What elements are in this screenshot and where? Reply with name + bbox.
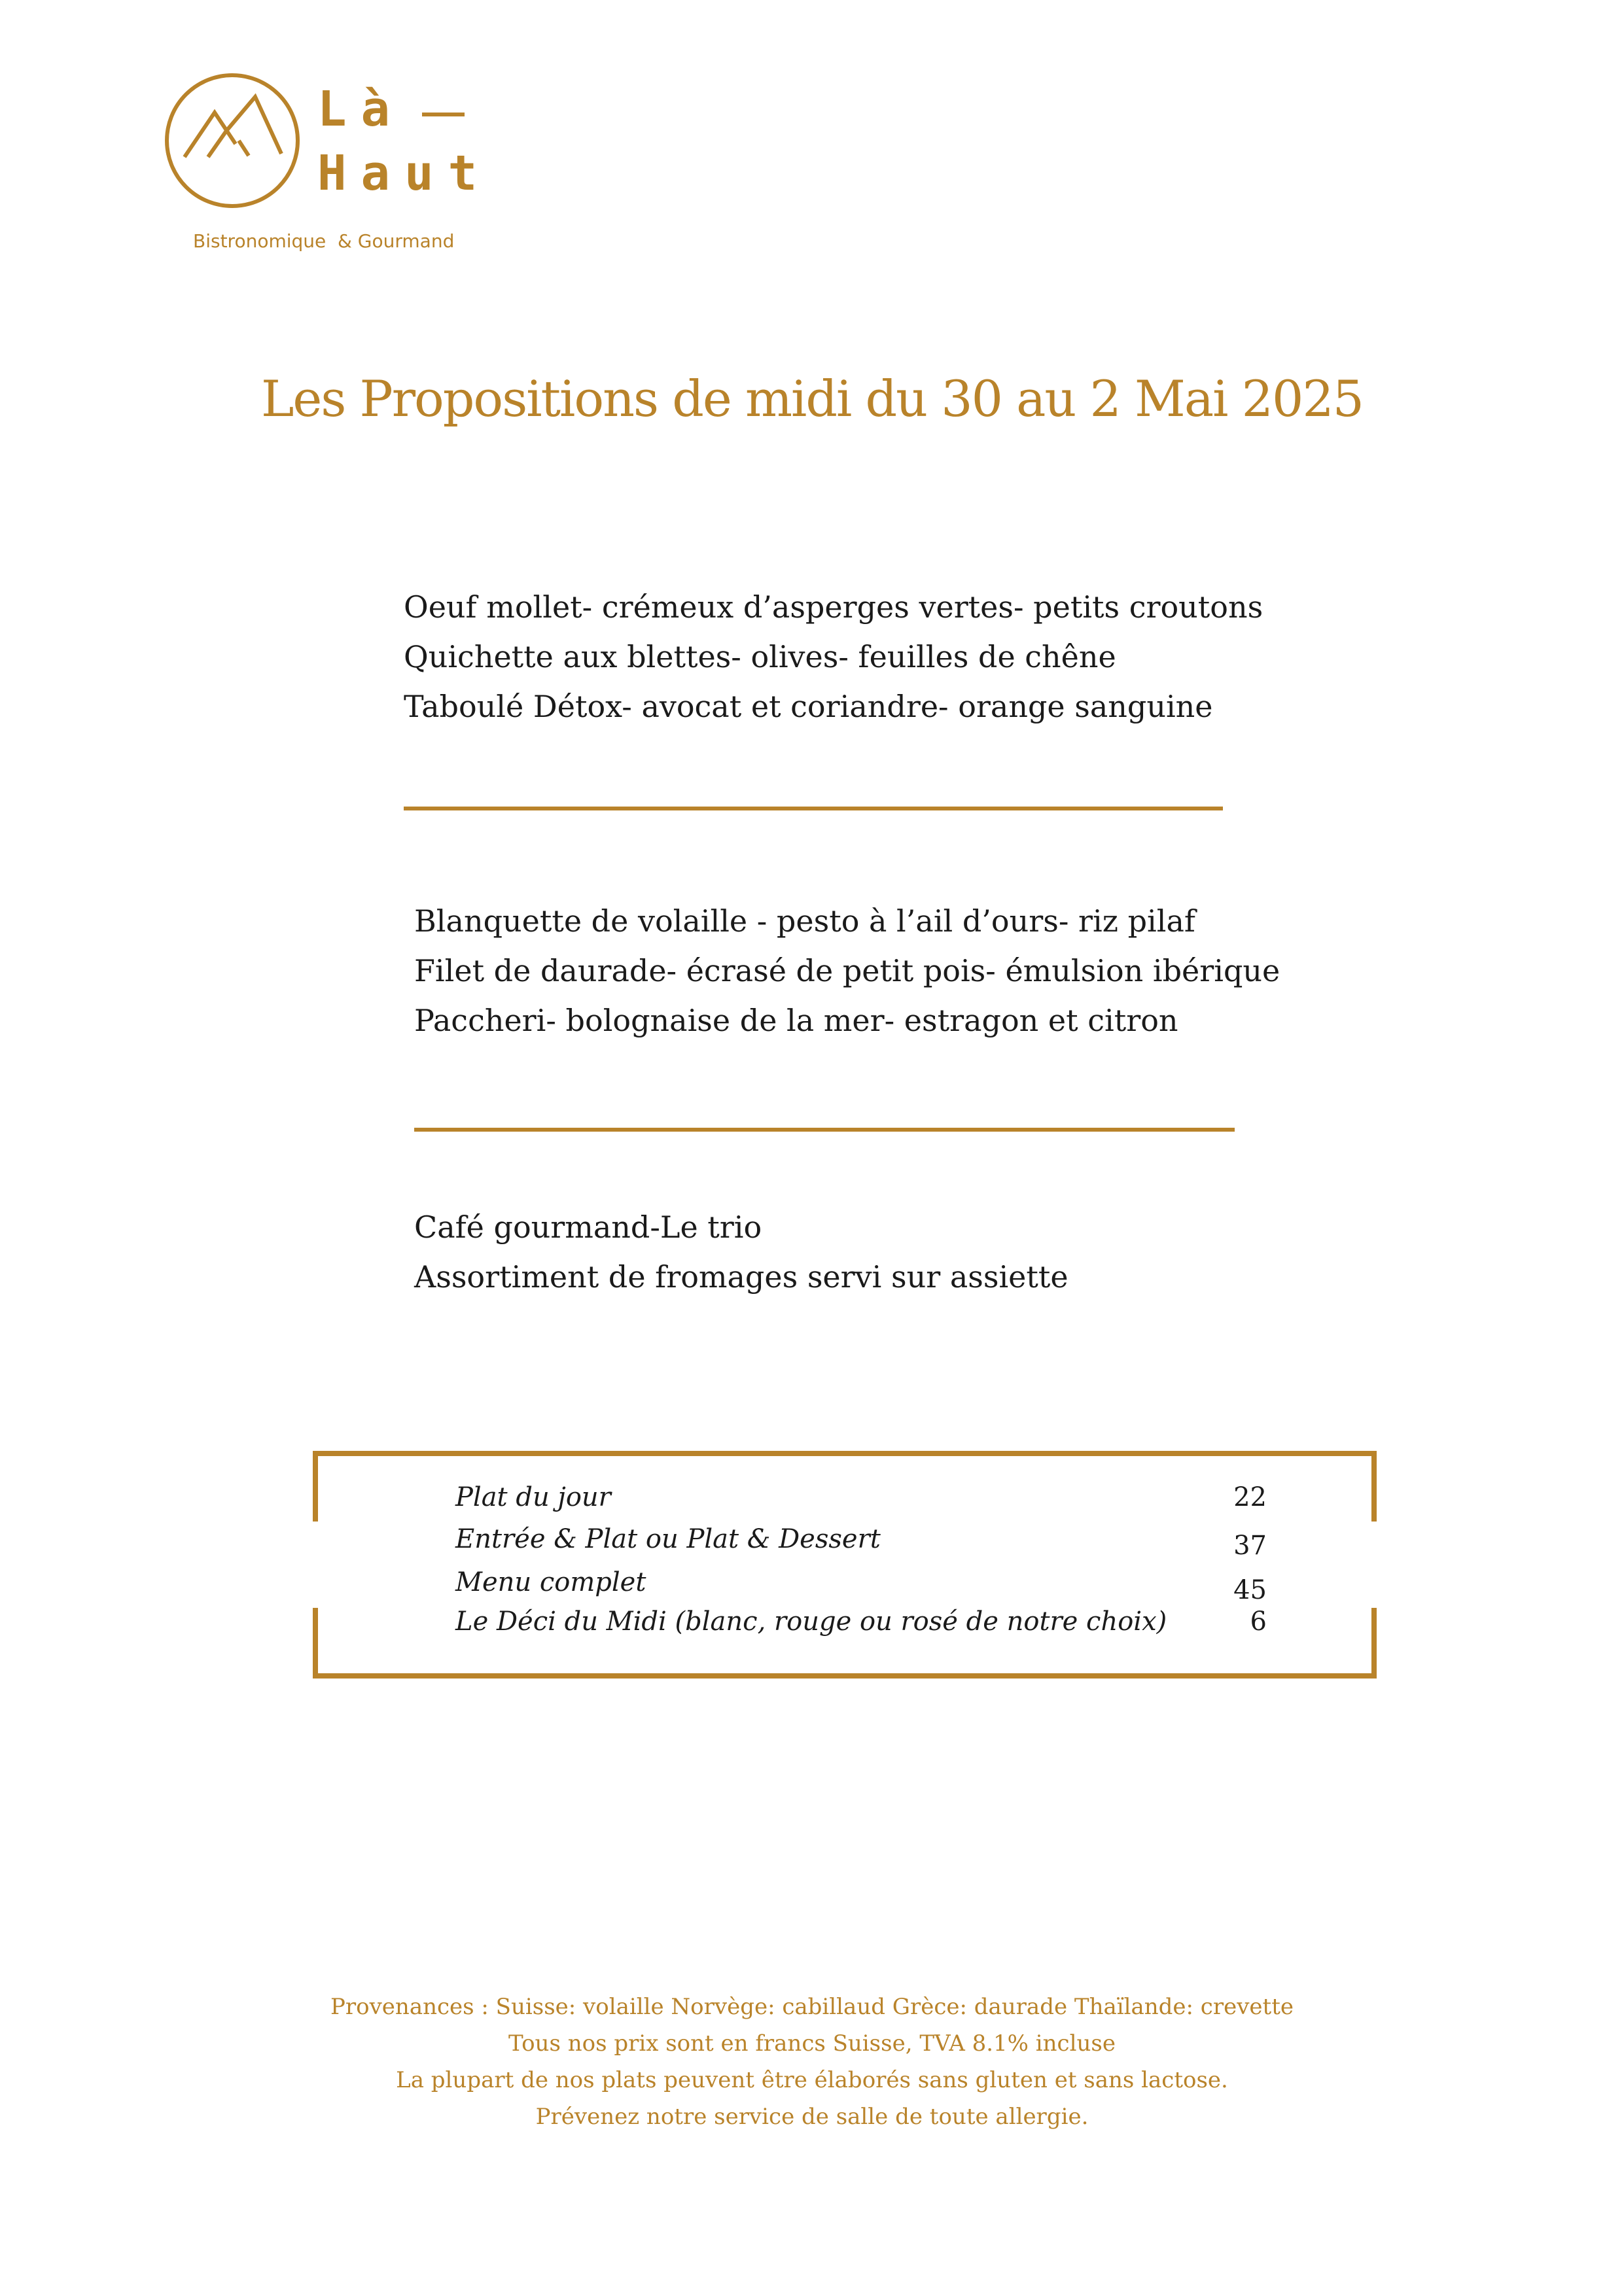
- plats-section: [414, 896, 1280, 1045]
- entrees-section: [404, 582, 1263, 731]
- brand-name-line1: Là: [317, 81, 405, 137]
- footer-line: Prévenez notre service de salle de toute allergie.: [535, 2104, 1089, 2130]
- menu-item: Assortiment de fromages servi sur assiette: [414, 1259, 1068, 1295]
- brand-dash: [422, 113, 465, 116]
- price-value: 6: [1250, 1607, 1267, 1637]
- logo: [164, 72, 301, 209]
- price-label: Menu complet: [455, 1567, 646, 1597]
- page-title: Les Propositions de midi du 30 au 2 Mai 2025: [260, 370, 1364, 428]
- price-box-border-top: [313, 1451, 1377, 1456]
- price-box-border-right-top: [1371, 1451, 1377, 1522]
- menu-item: Filet de daurade- écrasé de petit pois- émulsion ibérique: [414, 953, 1280, 988]
- price-label: Entrée & Plat ou Plat & Dessert: [455, 1524, 881, 1554]
- price-box-border-left-bottom: [313, 1608, 318, 1679]
- brand-tagline: Bistronomique & Gourmand: [193, 230, 455, 252]
- menu-item: Taboulé Détox- avocat et coriandre- orange sanguine: [404, 689, 1213, 724]
- price-value: 37: [1233, 1531, 1267, 1561]
- price-box-border-left-top: [313, 1451, 318, 1522]
- menu-item: Quichette aux blettes- olives- feuilles de chêne: [404, 639, 1116, 674]
- menu-item: Paccheri- bolognaise de la mer- estragon et citron: [414, 1003, 1178, 1038]
- menu-item: Oeuf mollet- crémeux d’asperges vertes- petits croutons: [404, 589, 1263, 625]
- desserts-section: [414, 1202, 1068, 1302]
- price-value: 22: [1233, 1482, 1267, 1512]
- footer-line: Provenances : Suisse: volaille Norvège: cabillaud Grèce: daurade Thaïlande: crevette: [330, 1994, 1294, 2020]
- price-box: [313, 1451, 1377, 1679]
- footer-line: La plupart de nos plats peuvent être élaborés sans gluten et sans lactose.: [396, 2067, 1228, 2093]
- menu-item: Café gourmand-Le trio: [414, 1209, 762, 1245]
- footer-notes: [0, 1989, 1624, 2135]
- footer-line: Tous nos prix sont en francs Suisse, TVA 8.1% incluse: [508, 2030, 1116, 2057]
- section-divider: [404, 807, 1223, 810]
- brand-name-line2: Haut: [317, 145, 492, 201]
- price-box-border-right-bottom: [1371, 1608, 1377, 1679]
- price-label: Le Déci du Midi (blanc, rouge ou rosé de notre choix): [455, 1607, 1167, 1637]
- section-divider: [414, 1128, 1235, 1132]
- price-label: Plat du jour: [455, 1482, 611, 1512]
- price-value: 45: [1233, 1575, 1267, 1605]
- price-box-border-bottom: [313, 1673, 1377, 1679]
- menu-item: Blanquette de volaille - pesto à l’ail d’ours- riz pilaf: [414, 903, 1195, 939]
- mountain-circle-icon: [164, 72, 301, 209]
